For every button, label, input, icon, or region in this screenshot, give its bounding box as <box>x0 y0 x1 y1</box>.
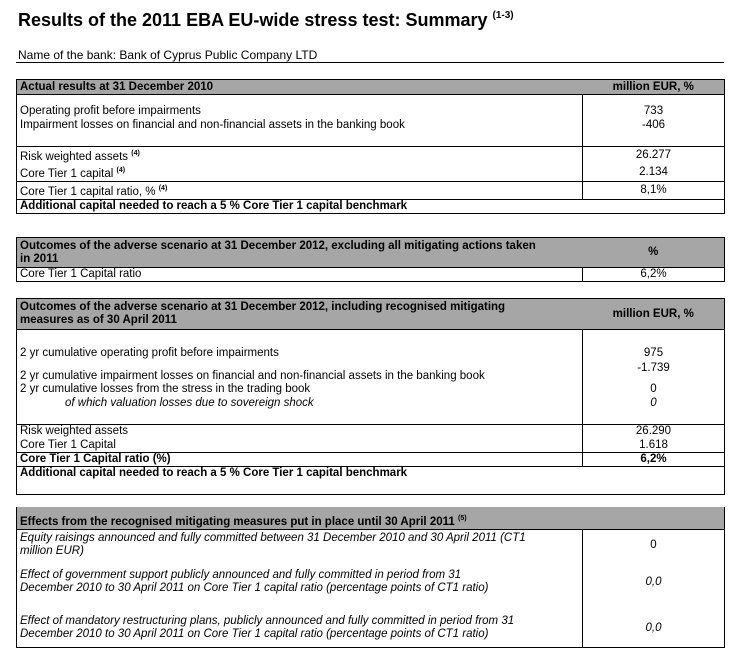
unit-label: % <box>583 238 725 268</box>
section-adverse-including <box>16 298 725 495</box>
row-value: 0,0 <box>583 615 725 641</box>
table-row <box>17 362 725 383</box>
row-value <box>583 467 725 481</box>
row-value <box>583 200 725 214</box>
row-label: Risk weighted assets <box>20 151 129 163</box>
table-row <box>17 104 725 119</box>
table-row <box>17 439 725 453</box>
row-value: -1.739 <box>583 362 725 383</box>
section-header <box>17 507 725 529</box>
row-label: Effect of government support publicly announced and fully committed in period from 31 December 2010 to 30 April 2011 on Core Tier 1 capital ratio (percentage points of CT1 ratio) <box>20 569 489 594</box>
bank-name: Name of the bank: Bank of Cyprus Public Company LTD <box>18 48 318 62</box>
table-row <box>17 467 725 481</box>
row-label: Equity raisings announced and fully committed between 31 December 2010 and 30 April 2011 (CT1 million EUR) <box>20 532 526 558</box>
title-text: Results of the 2011 EBA EU-wide stress test: Summary <box>18 10 488 30</box>
row-label: Additional capital needed to reach a 5 % Core Tier 1 capital benchmark <box>20 200 408 212</box>
bank-underline <box>16 62 724 63</box>
row-note: (4) <box>116 167 126 174</box>
table-row <box>17 119 725 133</box>
section-adverse-excluding <box>16 237 725 282</box>
section-header <box>17 238 725 268</box>
row-label: Core Tier 1 capital ratio, % <box>20 186 156 198</box>
table-row <box>17 615 725 641</box>
row-value: 0 <box>583 383 725 397</box>
section-note: (5) <box>457 514 467 522</box>
row-label: 2 yr cumulative impairment losses on financial and non-financial assets in the banking book <box>20 369 485 382</box>
row-label: Operating profit before impairments <box>20 104 201 117</box>
row-value: -406 <box>583 119 725 133</box>
row-value: 8,1% <box>583 182 725 200</box>
title-note: (1-3) <box>492 10 514 21</box>
table-row <box>17 200 725 214</box>
table-row <box>17 569 725 595</box>
row-note: (4) <box>158 185 168 192</box>
row-label: Additional capital needed to reach a 5 % Core Tier 1 capital benchmark <box>20 467 408 480</box>
row-label: Core Tier 1 capital <box>20 168 114 180</box>
row-note: (4) <box>131 150 140 157</box>
section-title: Outcomes of the adverse scenario at 31 December 2012, excluding all mitigating actions taken in 2011 <box>17 238 583 268</box>
table-row <box>17 529 725 561</box>
row-value: 6,2% <box>583 268 725 282</box>
section-actual-results <box>16 79 725 214</box>
row-value: 975 <box>583 345 725 362</box>
row-value: 1.618 <box>583 439 725 453</box>
row-value: 0,0 <box>583 569 725 595</box>
table-row <box>17 425 725 439</box>
table-row <box>17 147 725 165</box>
section-header <box>17 80 725 95</box>
section-title: Actual results at 31 December 2010 <box>17 80 583 95</box>
row-label: 2 yr cumulative losses from the stress in the trading book <box>20 383 311 395</box>
table-row <box>17 345 725 362</box>
row-label: Core Tier 1 Capital ratio (%) <box>20 453 171 465</box>
section-header <box>17 299 725 330</box>
row-value: 2.134 <box>583 164 725 182</box>
section-title: Outcomes of the adverse scenario at 31 December 2012, including recognised mitigating measures as of 30 April 2011 <box>17 299 583 330</box>
row-value: 26.290 <box>583 425 725 439</box>
row-value: 6,2% <box>583 453 725 467</box>
row-label: Core Tier 1 Capital <box>20 438 116 451</box>
row-value: 0 <box>583 397 725 411</box>
row-value: 0 <box>583 529 725 561</box>
table-row <box>17 383 725 397</box>
table-row <box>17 182 725 200</box>
row-label: Core Tier 1 Capital ratio <box>20 268 142 280</box>
unit-label: million EUR, % <box>583 80 725 95</box>
table-row <box>17 268 725 282</box>
row-label: Risk weighted assets <box>20 425 129 438</box>
row-label: 2 yr cumulative operating profit before impairments <box>20 346 279 359</box>
row-label: Effect of mandatory restructuring plans, publicly announced and fully committed in period from 31 December 2010 to 30 April 2011 on Core Tier 1 capital ratio (percentage points of CT1 ratio) <box>20 615 515 640</box>
table-row <box>17 164 725 182</box>
row-label: Impairment losses on financial and non-financial assets in the banking book <box>20 119 405 131</box>
section-title: Effects from the recognised mitigating measures put in place until 30 April 2011 <box>20 515 455 528</box>
table-row <box>17 453 725 467</box>
section-mitigating-effects <box>16 507 725 648</box>
row-value: 733 <box>583 104 725 119</box>
row-label: of which valuation losses due to sovereign shock <box>65 397 314 409</box>
table-row <box>17 397 725 411</box>
unit-label: million EUR, % <box>583 299 725 330</box>
row-value: 26.277 <box>583 147 725 165</box>
page-title <box>18 10 514 31</box>
